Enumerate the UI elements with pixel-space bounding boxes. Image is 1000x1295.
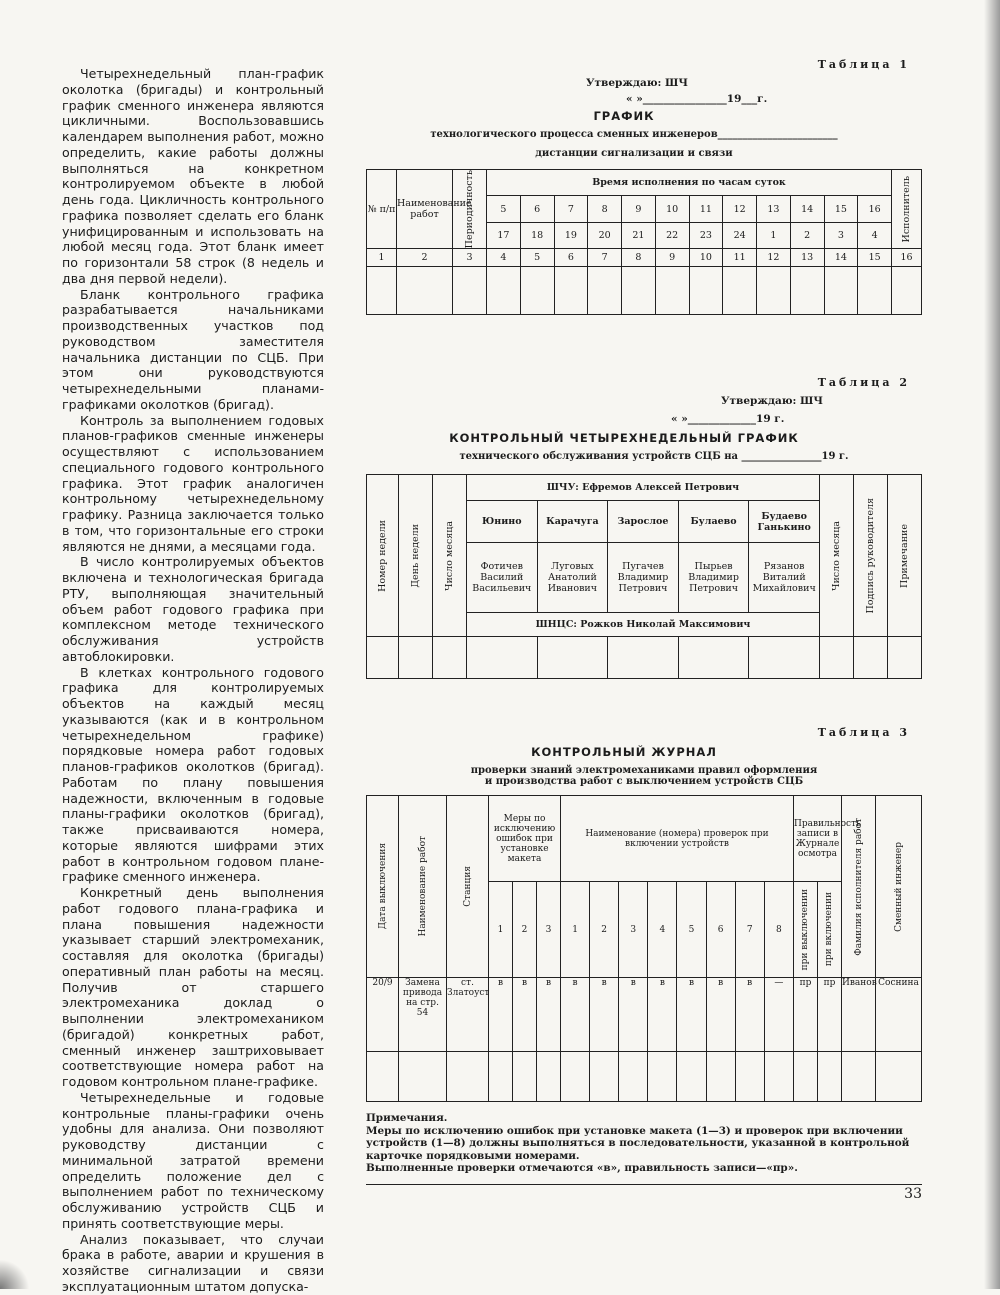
hour-cell: 9: [622, 196, 656, 222]
col-header-name: Наименование работ: [397, 170, 453, 249]
empty-row: [367, 637, 922, 679]
hour-cell: 18: [520, 222, 554, 248]
col-header-date: Дата выключения: [367, 796, 399, 978]
shchu-header: ШЧУ: Ефремов Алексей Петрович: [467, 475, 820, 501]
empty-row: [367, 1052, 922, 1102]
paragraph: Конкретный день выполнения работ годового плана-графика и плана повышения надежности указывает старший электромеханик, составляя для околотка (бригады) оперативный план работы на месяц. Получив от старшего электромеханика доклад о выполнении электромехаником (бригадой) конкретных работ, сменный инженер заштриховывает соответствующие номера работ на годовом контрольном плане-графике.: [62, 885, 324, 1089]
col-header-time: Время исполнения по часам суток: [487, 170, 892, 196]
station-cell: Юнино: [467, 501, 538, 543]
table-1-subtitle-2: дистанции сигнализации и связи: [535, 148, 733, 159]
table-2-grid: [366, 474, 922, 679]
paragraph: В клетках контрольного годового графика для контролируемых объектов на каждый месяц указываются (как и в контрольном четырехнедельном графике) порядковые номера работ годовых планов-графиков околотков (бригад). Работам по плану повышения надежности, включенным в годовые планы-графики околотков (бригад), также присваиваются номера, которые являются шифрами этих работ в контрольном годовом плане-графике сменного инженера.: [62, 664, 324, 885]
hour-cell: 19: [554, 222, 588, 248]
hour-cell: 12: [723, 196, 757, 222]
hour-cell: 16: [858, 196, 892, 222]
body-text-column: [62, 66, 324, 1295]
paragraph: Четырехнедельные и годовые контрольные планы-графики очень удобны для анализа. Они позволяют руководству дистанции с минимальной затратой времени определить положение дел с выполнением работ по техническому обслуживанию устройств СЦБ и принять соответствующие меры.: [62, 1089, 324, 1231]
approve-label: Утверждаю: ШЧ: [721, 395, 823, 407]
table-3-caption: Таблица 3: [817, 726, 910, 739]
col-header-signature: Подпись руководителя: [854, 475, 888, 637]
notes-title: Примечания.: [366, 1112, 448, 1124]
hour-cell: 11: [689, 196, 723, 222]
hour-cell: 22: [655, 222, 689, 248]
table-3-subtitle: проверки знаний электромеханиками правил оформления: [470, 765, 818, 776]
col-header-measures: Меры по исключению ошибок при установке макета: [489, 796, 561, 882]
paragraph: Анализ показывает, что случаи брака в работе, аварии и крушения в хозяйстве сигнализации и связи эксплуатационным штатом допуска-: [62, 1231, 324, 1294]
hour-cell: 5: [487, 196, 521, 222]
col-header-station: Станция: [447, 796, 489, 978]
hour-cell: 20: [588, 222, 622, 248]
worker-cell: Пугачев Владимир Петрович: [608, 543, 679, 613]
col-header-correct: Правильность записи в Журнале осмотра: [793, 796, 841, 882]
paragraph: Контроль за выполнением годовых планов-графиков сменные инженеры осуществляют с использованием специального годового контрольного графика. Этот график аналогичен контрольному четырехнедельному графику. Разница заключается только в том, что горизонтальные его строки являются не днями, а месяцами года.: [62, 412, 324, 554]
empty-row: [367, 267, 922, 315]
notes-line: Выполненные проверки отмечаются «в», правильность записи—«пр».: [366, 1162, 798, 1174]
col-header-date-2: Число месяца: [820, 475, 854, 637]
approve-date-line: « »________________19___г.: [626, 93, 768, 105]
table-row: 20/9 Замена привода на стр. 54 ст. Златоуст в в в в в в в в в в — пр пр Иванов Соснина: [367, 978, 922, 1052]
hour-cell: 24: [723, 222, 757, 248]
hour-cell: 8: [588, 196, 622, 222]
table-1-subtitle: технологического процесса сменных инженеров________________________: [430, 129, 838, 140]
page-corner-shadow: [0, 1260, 30, 1289]
col-header-week: Номер недели: [367, 475, 399, 637]
hour-cell: 2: [790, 222, 824, 248]
table-2-subtitle: технического обслуживания устройств СЦБ на ________________19 г.: [459, 451, 849, 462]
page-edge-shadow: [984, 0, 1000, 1289]
hour-cell: 1: [757, 222, 791, 248]
table-1-grid: [366, 169, 922, 315]
col-header-period: Периодичность: [453, 170, 487, 249]
hour-cell: 4: [858, 222, 892, 248]
station-cell: Карачуга: [537, 501, 608, 543]
hour-cell: 14: [790, 196, 824, 222]
hour-cell: 17: [487, 222, 521, 248]
col-header-note: Примечание: [888, 475, 922, 637]
paragraph: В число контролируемых объектов включена и технологическая бригада РТУ, выполняющая значительный объем работ годового графика при комплексном методе технического обслуживания устройств автоблокировки.: [62, 554, 324, 664]
table-3-grid: Дата выключения Наименование работ Станция Меры по исключению ошибок при установке макета Наименование (номера) проверок при включении устройств Правильность записи в Журнале осмотра Фамилия исполнителя работ Сменный инженер 1 2 3 1 2 3 4 5 6 7 8 при выключении при включении 20/9 Замена привода на стр. 54 ст. Златоуст в в в в в в в в в в — пр пр Иванов Соснина: [366, 795, 922, 1102]
col-header-off: при выключении: [793, 882, 817, 978]
notes-block: [366, 1112, 922, 1175]
table-3-subtitle-2: и производства работ с выключением устройств СЦБ: [484, 776, 804, 787]
worker-cell: Фотичев Василий Васильевич: [467, 543, 538, 613]
hour-cell: 6: [520, 196, 554, 222]
station-cell: Будаево Ганькино: [749, 501, 820, 543]
approve-label: Утверждаю: ШЧ: [586, 77, 688, 89]
worker-cell: Рязанов Виталий Михайлович: [749, 543, 820, 613]
col-header-engineer: Сменный инженер: [876, 796, 922, 978]
shnts-footer: ШНЦС: Рожков Николай Максимович: [467, 613, 820, 637]
hour-cell: 23: [689, 222, 723, 248]
approve-date-line: « »_____________19 г.: [671, 413, 785, 425]
worker-cell: Луговых Анатолий Иванович: [537, 543, 608, 613]
table-1-block: [366, 58, 922, 315]
notes-line: Меры по исключению ошибок при установке макета (1—3) и проверок при включении устройств (1—8) должны выполняться в последовательности, указанной в контрольной карточке порядковыми номерами.: [366, 1124, 910, 1162]
table-1-caption: Таблица 1: [817, 58, 910, 71]
numbering-row: 1 2 3 4 5 6 7 8 9 10 11 12 13 14 15 16: [367, 249, 922, 267]
col-header-date: Число месяца: [433, 475, 467, 637]
col-header-executor: Исполнитель: [892, 170, 922, 249]
worker-cell: Пырьев Владимир Петрович: [678, 543, 749, 613]
hour-cell: 10: [655, 196, 689, 222]
hour-cell: 15: [824, 196, 858, 222]
col-header-on: при включении: [817, 882, 841, 978]
table-3-block: [366, 726, 922, 1175]
hour-cell: 3: [824, 222, 858, 248]
hour-cell: 21: [622, 222, 656, 248]
page-number: 33: [904, 1186, 922, 1202]
paragraph: Бланк контрольного графика разрабатывается начальниками производственных участков под руководством заместителя начальника дистанции по СЦБ. При этом они руководствуются четырехнедельными планами-графиками околотков (бригад).: [62, 286, 324, 412]
table-3-title: КОНТРОЛЬНЫЙ ЖУРНАЛ: [531, 745, 717, 759]
col-header-work: Наименование работ: [399, 796, 447, 978]
col-header-checks: Наименование (номера) проверок при включении устройств: [561, 796, 794, 882]
table-2-caption: Таблица 2: [817, 376, 910, 389]
table-2-title: КОНТРОЛЬНЫЙ ЧЕТЫРЕХНЕДЕЛЬНЫЙ ГРАФИК: [449, 431, 799, 445]
table-2-block: [366, 376, 922, 679]
station-cell: Зарослое: [608, 501, 679, 543]
station-cell: Булаево: [678, 501, 749, 543]
divider: [366, 1184, 922, 1185]
col-header-num: № п/п: [367, 170, 397, 249]
paragraph: Четырехнедельный план-график околотка (бригады) и контрольный график сменного инженера являются цикличными. Воспользовавшись календарем выполнения работ, можно определить, какие работы должны выполняться на конкретном контролируемом объекте в любой день года. Цикличность контрольного графика позволяет сделать его бланк унифицированным и использовать на любой месяц года. Этот бланк имеет по горизонтали 58 строк (8 недель и два дня первой недели).: [62, 66, 324, 286]
hour-cell: 13: [757, 196, 791, 222]
col-header-day: День недели: [399, 475, 433, 637]
hour-cell: 7: [554, 196, 588, 222]
col-header-executor: Фамилия исполнителя работ: [842, 796, 876, 978]
table-1-title: ГРАФИК: [593, 109, 655, 123]
